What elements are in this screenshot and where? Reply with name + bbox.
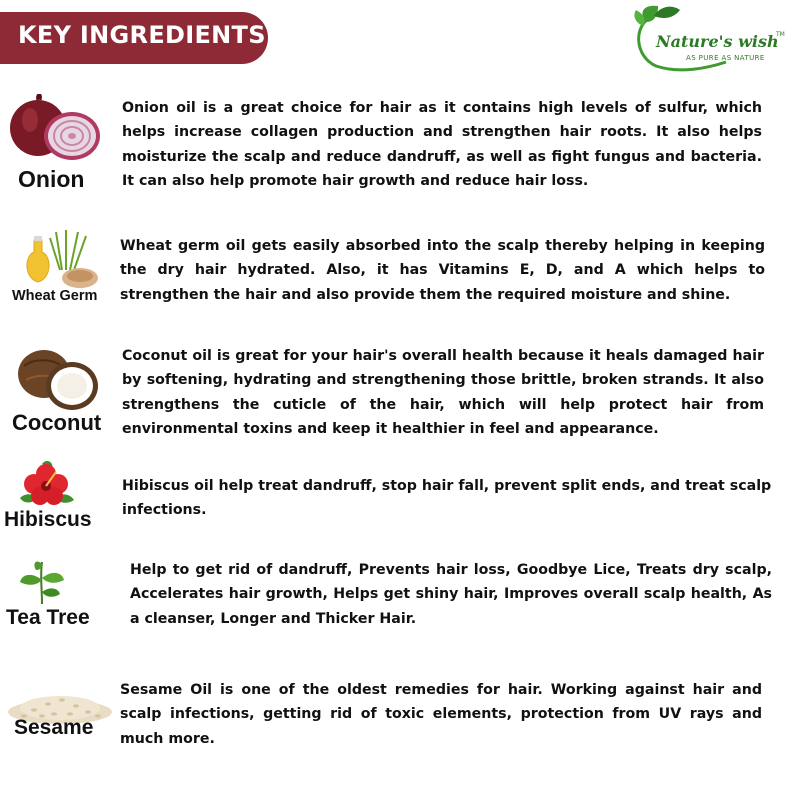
ingredient-name: Onion xyxy=(18,166,85,192)
ingredient-description: Wheat germ oil gets easily absorbed into the scalp thereby helping in keeping the dry hair hydrated. Also, it has Vitamins E, D, and A which helps to strengthen the hair and also provide them the required moisture and shine. xyxy=(120,238,765,303)
ingredient-description: Sesame Oil is one of the oldest remedies for hair. Working against hair and scalp infections, getting rid of toxic elements, protection from UV rays and much more. xyxy=(120,682,762,747)
ingredient-description: Onion oil is a great choice for hair as it contains high levels of sulfur, which helps increase collagen production and strengthen hair roots. It also helps moisturize the scalp and reduce dandruff, as well as fight fungus and bacteria. It can also help promote hair growth and reduce hair loss. xyxy=(122,100,762,190)
ingredient-onion xyxy=(0,92,800,202)
logo-trademark: TM xyxy=(776,31,785,38)
ingredient-description: Hibiscus oil help treat dandruff, stop hair fall, prevent split ends, and treat scalp infections. xyxy=(122,478,772,519)
ingredient-sesame xyxy=(0,676,800,756)
tea-tree-icon xyxy=(16,558,68,606)
coconut-icon xyxy=(14,346,102,412)
page-title: KEY INGREDIENTS xyxy=(18,21,266,49)
ingredient-name: Hibiscus xyxy=(4,508,92,531)
ingredient-hibiscus xyxy=(0,456,800,536)
wheat-germ-icon xyxy=(22,230,102,292)
hibiscus-icon xyxy=(16,458,76,510)
ingredient-name: Wheat Germ xyxy=(12,288,98,304)
ingredient-name: Coconut xyxy=(12,410,102,435)
ingredient-wheat-germ xyxy=(0,230,800,310)
ingredient-description: Coconut oil is great for your hair's overall health because it heals damaged hair by softening, hydrating and strengthening those brittle, broken strands. It also strengthens the cuticle of the hair, which will help protect hair from environmental toxins and keep it healthier in feel and appearance. xyxy=(122,348,764,438)
ingredient-name: Tea Tree xyxy=(6,606,90,629)
onion-icon xyxy=(6,94,102,166)
ingredient-coconut xyxy=(0,342,800,442)
brand-logo xyxy=(630,4,790,72)
ingredient-name: Sesame xyxy=(14,716,94,739)
ingredient-tea-tree xyxy=(0,556,800,636)
logo-tagline: AS PURE AS NATURE xyxy=(686,54,765,62)
header-banner xyxy=(0,12,268,64)
ingredient-description: Help to get rid of dandruff, Prevents hair loss, Goodbye Lice, Treats dry scalp, Accelerates hair growth, Helps get shiny hair, Improves overall scalp health, As a cleanser, Longer and Thicker Hair. xyxy=(130,562,772,627)
logo-name: Nature's wish xyxy=(656,32,779,51)
